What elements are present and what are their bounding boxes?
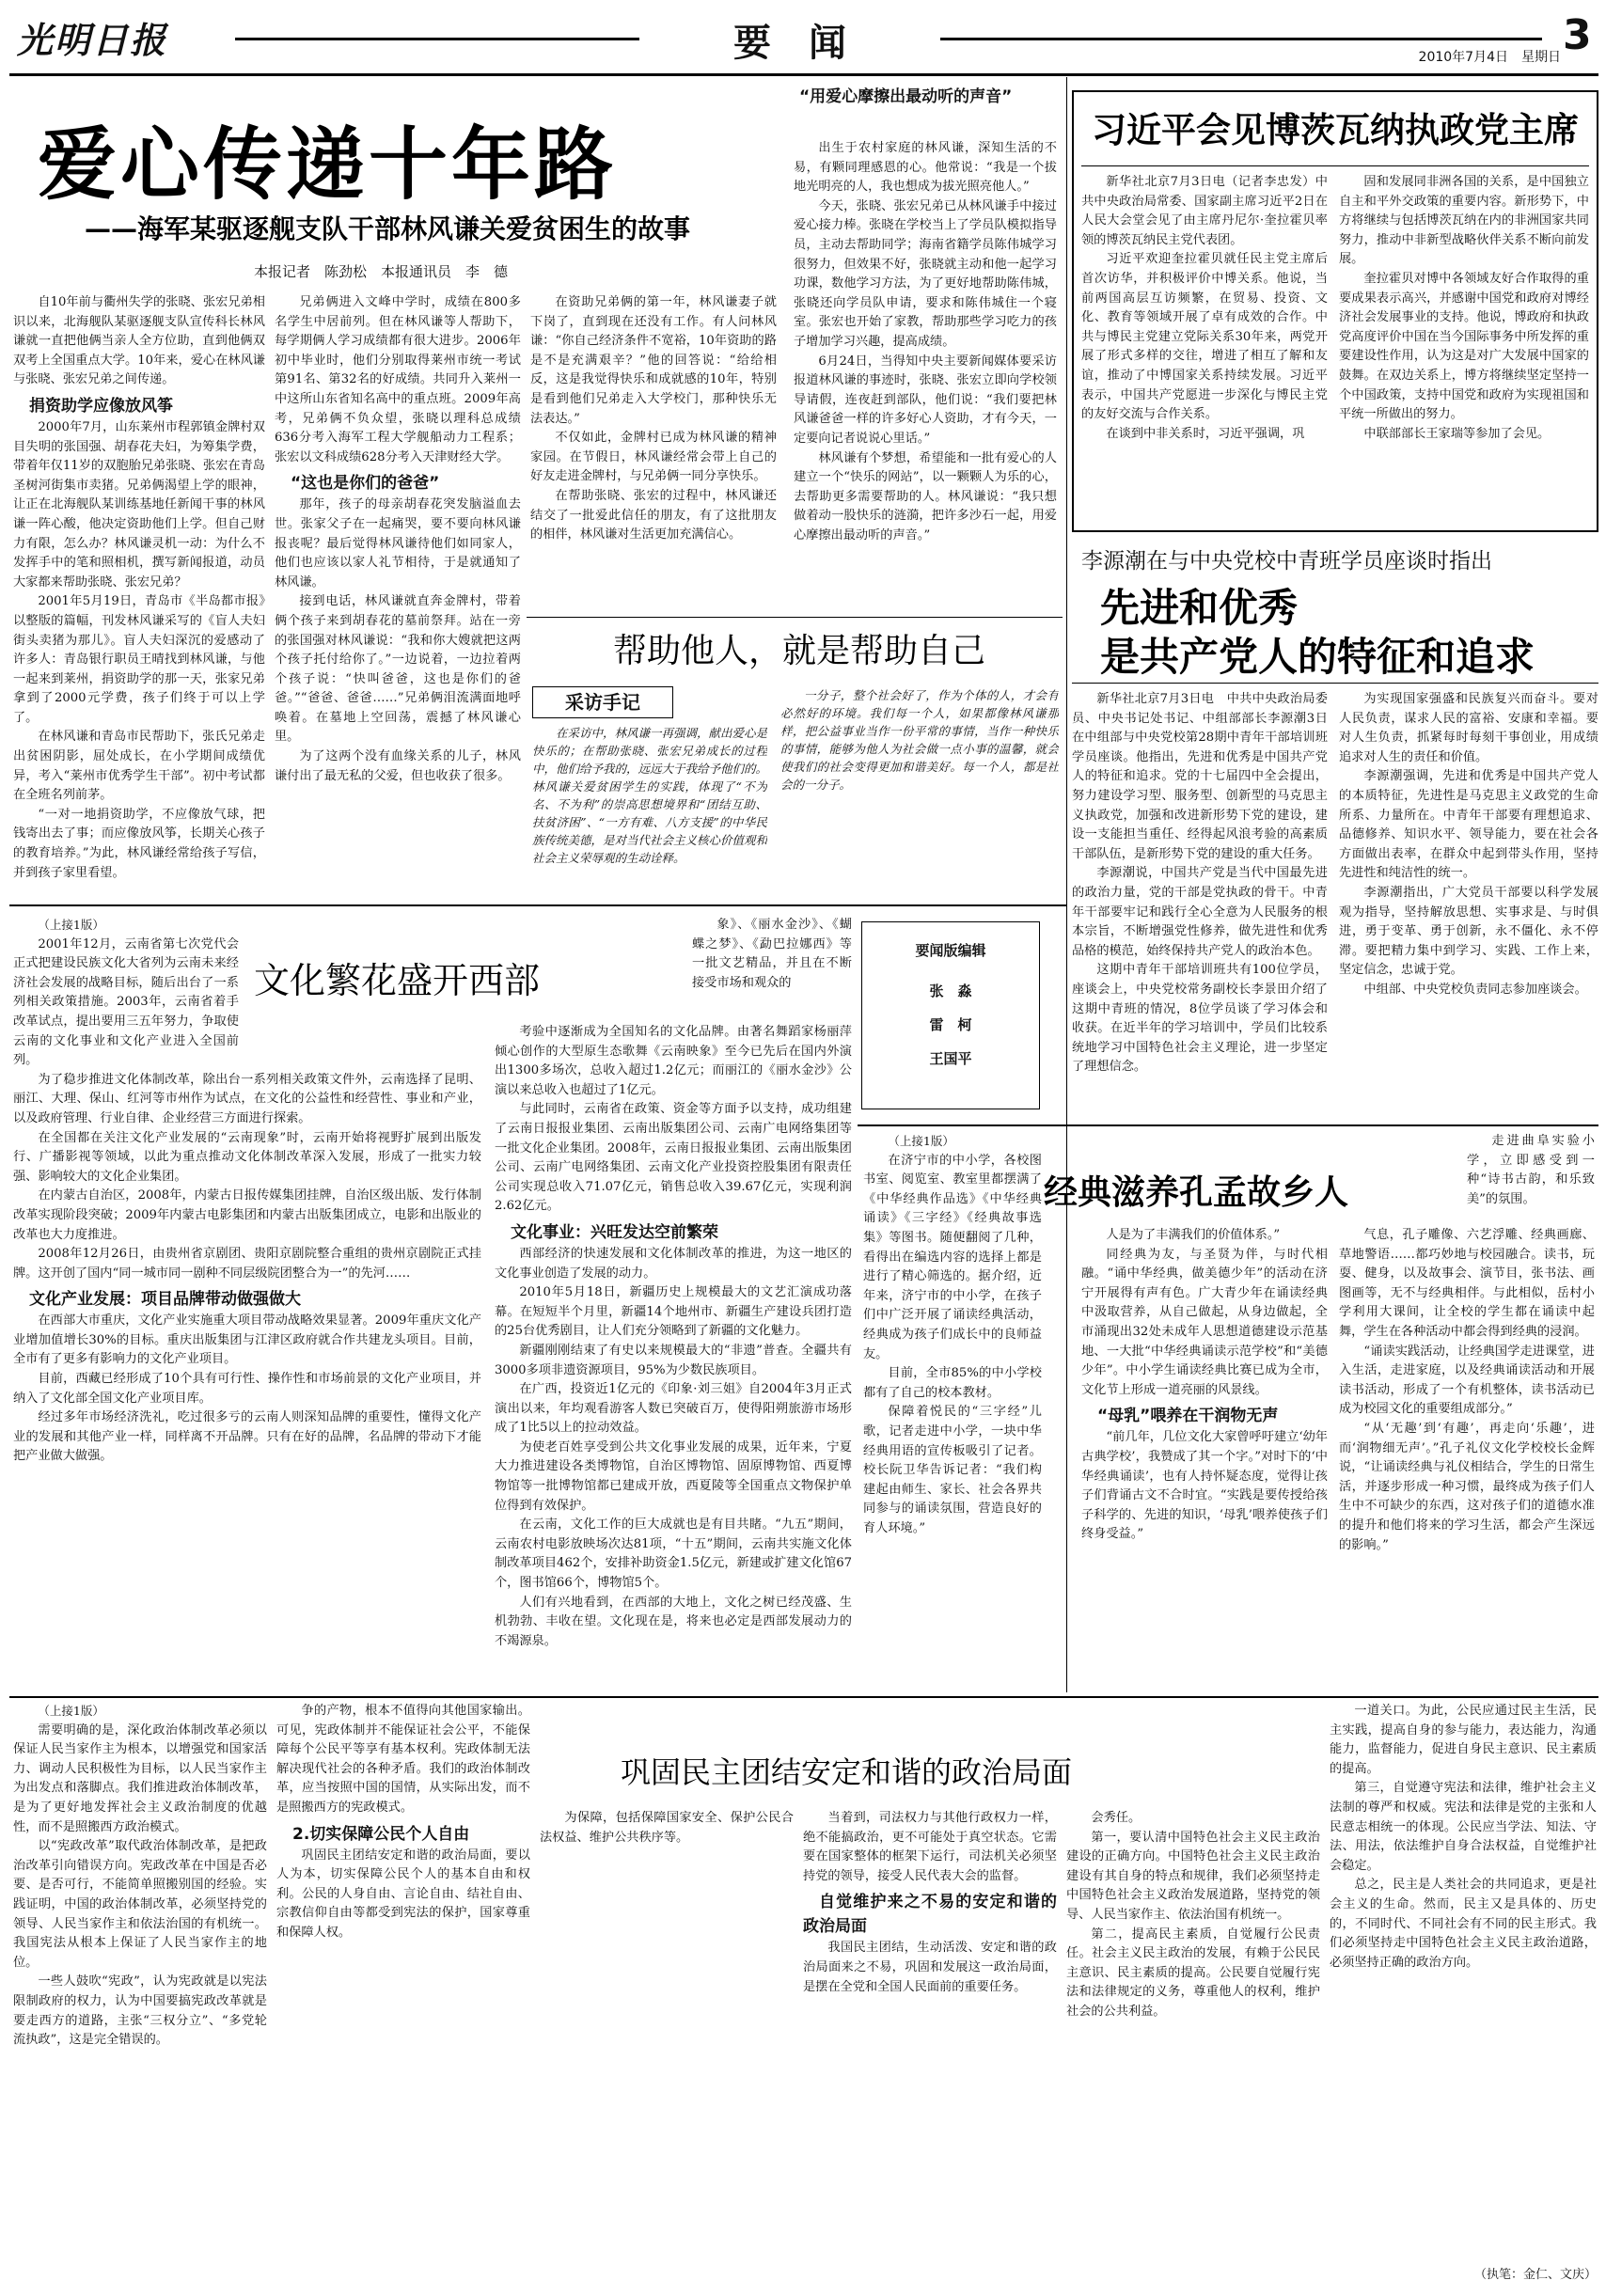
lead-subhead-1: 捐资助学应像放风筝 bbox=[29, 396, 173, 416]
culture-paragraph: 象》、《丽水金沙》、《蝴蝶之梦》、《勐巴拉娜西》等一批文艺精品，并且在不断接受市场和观众的 bbox=[692, 918, 852, 990]
classics-cont-label: （上接1版） bbox=[888, 1134, 954, 1148]
xi-paragraph: 新华社北京7月3日电（记者李忠发）中共中央政治局常委、国家副主席习近平2日在人民大会堂会见了由主席丹尼尔·奎拉霍贝率领的博茨瓦纳民主党代表团。 bbox=[1081, 175, 1328, 247]
lead-kicker-text: “用爱心摩擦出最动听的声音” bbox=[799, 87, 1013, 106]
classics-paragraph: 在济宁市的中小学，各校图书室、阅览室、教室里都摆满了《中华经典作品选》《中华经典诵读》《三字经》《经典故事选集》等图书。随便翻阅了几种，看得出在编选内容的选择上都是进行了精心筛选的。据介绍，近年来，济宁市的中小学，在孩子们中广泛开展了诵读经典活动，经典成为孩子们成长中的良师益友。 bbox=[863, 1153, 1042, 1361]
democracy-paragraph: 第一，要认清中国特色社会主义民主政治建设的正确方向。中国特色社会主义民主政治建设有其自身的特点和规律，我们必须坚持走中国特色社会主义政治发展道路，坚持党的领导、人民当家作主、依法治国有机统一。 bbox=[1066, 1830, 1320, 1922]
culture-paragraph: 2001年12月，云南省第七次党代会正式把建设民族文化大省列为云南未来经济社会发展的战略目标，随后出台了一系列相关政策措施。2003年，云南省着手改革试点，提出要用三五年努力，争取使云南的文化事业和文化产业进入全国前列。 bbox=[13, 936, 239, 1068]
democracy-column-5 bbox=[1066, 1809, 1320, 2285]
classics-column-2a bbox=[1467, 1132, 1595, 1222]
lead-paragraph: 林风谦有个梦想，希望能和一批有爱心的人建立一个“快乐的网站”，以一颗颗人为乐的心，去帮助更多需要帮助的人。林风谦说：“我只想做着动一股快乐的涟漪，把许多沙石一起，用爱心摩擦出最动听的声音。” bbox=[794, 450, 1057, 543]
lead-kicker bbox=[799, 85, 1100, 141]
culture-paragraph: 人们有兴地看到，在西部的大地上，文化之树已经茂盛、生机勃勃、丰收在望。文化现在是，将来也必定是西部发展动力的不竭源泉。 bbox=[495, 1595, 852, 1648]
li-paragraph: 这期中青年干部培训班共有100位学员，座谈会上，中央党校常务副校长李景田介绍了这期中青班的情况，8位学员谈了学习体会和收获。在近半年的学习培训中，学员们比较系统地学习中国特色社会主义理论，进一步坚定了理想信念。 bbox=[1072, 963, 1328, 1075]
li-column-1 bbox=[1072, 690, 1328, 1123]
lead-column-1 bbox=[13, 293, 265, 899]
lead-paragraph: “一对一地捐资助学，不应像放气球，把钱寄出去了事；而应像放风筝，长期关心孩子的教育培养。”为此，林风谦经常给孩子写信，并到孩子家里看望。 bbox=[13, 807, 265, 880]
lead-paragraph: 在林风谦和青岛市民帮助下，张氏兄弟走出贫困阴影，屈处成长，在小学期间成绩优异，考入“莱州市优秀学生干部”。初中考试都在全班名列前茅。 bbox=[13, 730, 265, 803]
classics-paragraph: “诵读实践活动，让经典国学走进课堂，进入生活，走进家庭，以及经典诵读活动和开展读书活动，形成了一个有机整体，读书活动已成为校园文化的重要组成部分。” bbox=[1339, 1344, 1595, 1417]
democracy-title bbox=[621, 1749, 1241, 1801]
classics-paragraph: “前几年，几位文化大家曾呼吁建立‘幼年古典学校’，我赞成了其一个字。”对时下的‘中华经典诵读’，也有人持怀疑态度，觉得让孩子们背诵古文不合时宜。“实践是要传授给孩子科学的、先进的知识，‘母乳’喂养使孩子们终身受益。” bbox=[1081, 1430, 1328, 1542]
culture-column-2 bbox=[495, 1023, 852, 1689]
culture-paragraph: 经过多年市场经济洗礼，吃过很多亏的云南人则深知品牌的重要性，懂得文化产业的发展和其他产业一样，同样离不开品牌。只有在好的品牌，名品牌的带动下才能把产业做大做强。 bbox=[13, 1410, 481, 1464]
page-number-text: 3 bbox=[1563, 11, 1592, 59]
xi-title-text: 习近平会见博茨瓦纳执政党主席 bbox=[1092, 110, 1579, 150]
li-paragraph: 李源潮强调，先进和优秀是中国共产党人的本质特征，先进性是马克思主义政党的生命所系、力量所在。中青年干部要有理想追求、品德修养、知识水平、领导能力，要在社会各方面做出表率，在群众中起到带头作用，坚持先进性和纯洁性的统一。 bbox=[1339, 769, 1598, 881]
culture-column-1 bbox=[13, 916, 481, 1689]
democracy-paragraph: 争的产物，根本不值得向其他国家输出。可见，宪政体制并不能保证社会公平，不能保障每个公民平等享有基本权利。宪政体制无法解决现代社会的各种矛盾。我们的政治体制改革，应当按照中国的国情，从实际出发，而不是照搬西方的宪政模式。 bbox=[276, 1704, 530, 1815]
li-title-2-text: 是共产党人的特征和追求 bbox=[1100, 634, 1535, 679]
lead-paragraph: 6月24日，当得知中央主要新闻媒体要采访报道林风谦的事迹时，张晓、张宏立即向学校领导请假，连夜赶到部队，他们说：“我们要把林风谦爸爸一样的许多好心人资助，才有今天，一定要向记者说说心里话。” bbox=[794, 354, 1057, 446]
masthead-text: 光明日报 bbox=[17, 19, 168, 58]
lead-paragraph: 自10年前与衢州失学的张晓、张宏兄弟相识以来，北海舰队某驱逐舰支队宣传科长林风谦就一直把他俩当亲人全方位助，直到他俩双双考上全国重点大学。10年来，爱心在林风谦与张晓、张宏兄弟之间传递。 bbox=[13, 295, 265, 387]
lead-paragraph: 2000年7月，山东莱州市程郭镇金牌村双目失明的张国强、胡春花夫妇，为筹集学费，带着年仅11岁的双胞胎兄弟张晓、张宏在青岛圣树河街集市卖猪。兄弟俩渴望上学的眼神，让正在北海舰队某训练基地任新闻干事的林风谦一阵心酸，他决定资助他们上学。但自己财力有限，怎么办？林风谦灵机一动：为什么不发挥手中的笔和照相机，撰写新闻报道，动员大家都来帮助张晓、张宏兄弟？ bbox=[13, 419, 265, 590]
lead-paragraph: 为了这两个没有血缘关系的儿子，林风谦付出了最无私的父爱，但也收获了很多。 bbox=[275, 749, 521, 783]
comment-body-2 bbox=[780, 686, 1059, 903]
editor-name: 张 淼 bbox=[929, 983, 972, 999]
xi-column-2 bbox=[1339, 173, 1589, 527]
section-divider-3 bbox=[9, 1696, 1598, 1698]
democracy-paragraph: 为保障，包括保障国家安全、保护公民合法权益、维护公共秩序等。 bbox=[540, 1811, 794, 1845]
democracy-paragraph: 一道关口。为此，公民应通过民主生活，民主实践，提高自身的参与能力，表达能力，沟通能力，监督能力，促进自身民主意识、民主素质的提高。 bbox=[1330, 1704, 1597, 1776]
li-paragraph: 中组部、中央党校负责同志参加座谈会。 bbox=[1363, 982, 1587, 997]
issue-date-text: 2010年7月4日 星期日 bbox=[1418, 50, 1561, 65]
lead-paragraph: 今天，张晓、张宏兄弟已从林风谦手中接过爱心接力棒。张晓在学校当上了学员队模拟指导员，主动去帮助同学；海南省籍学员陈伟城学习很努力，但效果不好，张晓就主动和他一起学习功课，数他学习方法，为了更好地帮助陈伟城，张晓还向学员队申请，要求和陈伟城住一个寝室。张宏也开始了家教，帮助那些学习吃力的孩子增加学习兴趣，提高成绩。 bbox=[794, 198, 1057, 349]
li-paragraph: 新华社北京7月3日电 中共中央政治局委员、中央书记处书记、中组部部长李源潮3日在中组部与中央党校第28期中青年干部培训班学员座谈。他指出，先进和优秀是中国共产党人的特征和追求。党的十七届四中全会提出，努力建设学习型、服务型、创新型的马克思主义执政党，加强和改进新形势下党的建设，建设一支能担当重任、经得起风浪考验的高素质干部队伍，是新形势下党的建设的重大任务。 bbox=[1072, 692, 1328, 861]
comment-body bbox=[532, 724, 767, 903]
culture-paragraph: 考验中逐渐成为全国知名的文化品牌。由著名舞蹈家杨丽萍倾心创作的大型原生态歌舞《云南映象》至今已先后在国内外演出1300多场次，总收入超过1.2亿元；而丽江的《丽水金沙》公演以来总收入也超过了1亿元。 bbox=[495, 1025, 852, 1097]
lead-subtitle-text: ——海军某驱逐舰支队干部林风谦关爱贫困生的故事 bbox=[85, 213, 691, 244]
democracy-byline-text: （执笔：金仁、文庆） bbox=[1473, 2268, 1597, 2282]
classics-paragraph: 目前，全市85%的中小学校都有了自己的校本教材。 bbox=[863, 1366, 1042, 1400]
xi-title-rule bbox=[1081, 165, 1589, 166]
culture-paragraph: 在广西，投资近1亿元的《印象·刘三姐》自2004年3月正式演出以来，年均观看游客人数已突破百万，使得阳朔旅游市场形成了1比5以上的拉动效益。 bbox=[495, 1382, 852, 1436]
culture-paragraph: 2008年12月26日，由贵州省京剧团、贵阳京剧院整合重组的贵州京剧院正式挂牌。这开创了国内“同一城市同一剧种不同层级院团整合为一”的先河…… bbox=[13, 1247, 481, 1281]
comment-title-text: 帮助他人，就是帮助自己 bbox=[612, 632, 985, 670]
classics-paragraph: 人是为了丰满我们的价值体系。” bbox=[1106, 1228, 1281, 1242]
democracy-paragraph: 当着到，司法权力与其他行政权力一样，绝不能搞政治，更不可能处于真空状态。它需要在国家整体的框架下运行，司法机关必须坚持党的领导，接受人民代表大会的监督。 bbox=[803, 1811, 1057, 1883]
xi-paragraph: 奎拉霍贝对博中各领域友好合作取得的重要成果表示高兴，并感谢中国党和政府对博经济社会发展事业的支持。他说，博政府和执政党高度评价中国在当今国际事务中所发挥的重要建设性作用，认为这是对广大发展中国家的鼓舞。在双边关系上，博方将继续坚定坚持一个中国政策，支持中国党和政府为实现祖国和平统一所做出的努力。 bbox=[1339, 271, 1589, 422]
lead-paragraph: 在帮助张晓、张宏的过程中，林风谦还结交了一批爱此信任的朋友，有了这批朋友的相伴，林风谦对生活更加充满信心。 bbox=[530, 488, 777, 543]
classics-paragraph: 同经典为友，与圣贤为伴，与时代相融。“诵中华经典，做美德少年”的活动在济宁开展得有声有色。广大青少年在诵读经典中汲取营养，从自己做起，从身边做起，全市涌现出32处未成年人思想道德建设示范基地、一大批“中华经典诵读示范学校”和“美德少年”。中小学生诵读经典比赛已成为全市，文化节上形成一道亮丽的风景线。 bbox=[1081, 1247, 1328, 1397]
democracy-column-1 bbox=[13, 1702, 267, 2285]
li-title-1-text: 先进和优秀 bbox=[1100, 585, 1299, 630]
lead-paragraph: 接到电话，林风谦就直奔金牌村，带着俩个孩子来到胡春花的墓前祭拜。站在一旁的张国强对林风谦说：“我和你大嫂就把这两个孩子托付给你了。”一边说着，一边拉着两个孩子说：“快叫爸爸，这也是你们的爸爸。”“爸爸、爸爸……”兄弟俩泪流满面地呼唤着。在墓地上空回荡，震撼了林风谦心里。 bbox=[275, 594, 521, 745]
header-rule-left bbox=[235, 38, 639, 40]
section-title-text: 要 闻 bbox=[733, 22, 846, 60]
header-bottom-rule bbox=[9, 73, 1598, 76]
li-title-2 bbox=[1100, 626, 1598, 679]
editor-name: 雷 柯 bbox=[929, 1016, 972, 1033]
culture-paragraph: 在全国都在关注文化产业发展的“云南现象”时，云南开始将视野扩展到出版发行、广播影视等领域，以此为重点推动文化体制改革深入发展，形成了一批实力较强、影响较大的文化企业集团。 bbox=[13, 1130, 481, 1184]
democracy-paragraph: 我国民主团结，生动活泼、安定和谐的政治局面来之不易，巩固和发展这一政治局面，是摆在全党和全国人民面前的重要任务。 bbox=[803, 1941, 1057, 1994]
democracy-paragraph: 会秀任。 bbox=[1091, 1811, 1142, 1825]
xi-paragraph: 习近平欢迎奎拉霍贝就任民主党主席后首次访华，并积极评价中博关系。他说，当前两国高层互访频繁，在贸易、投资、文化、教育等领域开展了卓有成效的合作。中共与博民主党建立党际关系30年来，两党开展了形式多样的交往，增进了相互了解和友谊，推动了中博国家关系持续发展。习近平表示，中国共产党愿进一步深化与博民主党的友好交流与合作关系。 bbox=[1081, 252, 1328, 422]
democracy-paragraph: 以“宪政改革”取代政治体制改革，是把政治改革引向错误方向。宪政改革在中国是否必要、是否可行，不能简单照搬别国的经验。实践证明，中国的政治体制改革，必须坚持党的领导、人民当家作主和依法治国的有机统一。我国宪法从根本上保证了人民当家作主的地位。 bbox=[13, 1839, 267, 1970]
comment-paragraph: 在采访中，林风谦一再强调，献出爱心是快乐的；在帮助张晓、张宏兄弟成长的过程中，他们给予我的，远远大于我给予他们的。林风谦关爱贫困学生的实践，体现了“不为名、不为利”的崇高思想境界和“团结互助、扶贫济困”、“一方有难、八方支援”的中华民族传统美德，是对当代社会主义核心价值观和社会主义荣辱观的生动诠释。 bbox=[532, 726, 767, 865]
lead-paragraph: 那年，孩子的母亲胡春花突发脑溢血去世。张家父子在一起痛哭，要不要向林风谦报丧呢？最后觉得林风谦待他们如同家人，他们也应该以家人礼节相待，于是就通知了林风谦。 bbox=[275, 497, 521, 590]
culture-cont-label: （上接1版） bbox=[38, 918, 104, 932]
culture-paragraph: 为使老百姓享受到公共文化事业发展的成果，近年来，宁夏大力推进建设各类博物馆，自治区博物馆、固原博物馆、西夏博物馆等一批博物馆都已建成开放，西夏陵等全国重点文物保护单位得到有效保护。 bbox=[495, 1439, 852, 1513]
xi-title bbox=[1081, 102, 1589, 158]
li-kicker-text: 李源潮在与中央党校中青班学员座谈时指出 bbox=[1081, 549, 1492, 574]
section-divider-2 bbox=[1066, 1124, 1598, 1126]
classics-top-rule bbox=[858, 1124, 1066, 1126]
editors-list bbox=[861, 974, 1040, 1087]
culture-paragraph: 在西部大市重庆，文化产业实施重大项目带动战略效果显著。2009年重庆文化产业增加值增长30%的目标。重庆出版集团与江津区政府就合作共建龙头项目。目前，全市有了更多有影响力的文化产业项目。 bbox=[13, 1313, 481, 1367]
editors-title bbox=[861, 940, 1040, 967]
culture-paragraph: 为了稳步推进文化体制改革，除出台一系列相关政策文件外，云南选择了昆明、丽江、大理、保山、红河等市州作为试点，在文化的公益性和经营性、事业和产业，以及政府管理、行业自律、企业经营三方面进行探索。 bbox=[13, 1072, 481, 1125]
democracy-subhead-1: 2.切实保障公民个人自由 bbox=[292, 1824, 470, 1844]
li-column-2 bbox=[1339, 690, 1598, 1123]
culture-paragraph: 目前，西藏已经形成了10个具有可行性、操作性和市场前景的文化产业项目，并纳入了文化部全国文化产业项目库。 bbox=[13, 1372, 481, 1406]
lead-paragraph: 2001年5月19日，青岛市《半岛都市报》以整版的篇幅，刊发林风谦采写的《盲人夫妇街头卖猪为那儿》。盲人夫妇深沉的爱感动了许多人：青岛银行职员王晴找到林风谦，与他一起来到莱州，捐资助学的那一天，张家兄弟拿到了2000元学费，孩子们终于可以上学了。 bbox=[13, 594, 265, 725]
header-rule-right bbox=[940, 38, 1542, 40]
democracy-column-4 bbox=[803, 1809, 1057, 2285]
li-title-1 bbox=[1100, 577, 1589, 630]
democracy-column-3 bbox=[540, 1809, 794, 2285]
democracy-cont-label: （上接1版） bbox=[38, 1704, 104, 1718]
culture-title-text: 文化繁花盛开西部 bbox=[254, 960, 541, 1001]
lead-title-text: 爱心传递十年路 bbox=[38, 118, 618, 205]
classics-title bbox=[1044, 1166, 1420, 1219]
culture-paragraph: 西部经济的快速发展和文化体制改革的推进，为这一地区的文化事业创造了发展的动力。 bbox=[495, 1246, 852, 1281]
editor-name: 王国平 bbox=[929, 1050, 972, 1067]
editors-title-text: 要闻版编辑 bbox=[915, 942, 986, 959]
classics-paragraph: 气息，孔子雕像、六艺浮雕、经典画廊、草地警语……都巧妙地与校园融合。读书，玩耍、健身，以及故事会、演节目，张书法、画图画等，无不与经典相伴。与此相似，岳村小学利用大课间，让全校的学生都在诵读中起舞，学生在各种活动中都会得到经典的浸润。 bbox=[1339, 1228, 1595, 1339]
comment-label-text: 采访手记 bbox=[565, 691, 640, 714]
classics-subhead: “母乳”喂养在干润物无声 bbox=[1097, 1407, 1279, 1426]
issue-date bbox=[1354, 47, 1561, 68]
democracy-column-6 bbox=[1330, 1702, 1597, 2262]
democracy-paragraph: 第三，自觉遵守宪法和法律，维护社会主义法制的尊严和权威。宪法和法律是党的主张和人民意志相统一的体现。公民应当学法、知法、守法、用法，依法维护自身合法权益，自觉维护社会稳定。 bbox=[1330, 1781, 1597, 1873]
democracy-column-2 bbox=[276, 1702, 530, 2285]
lead-subtitle bbox=[85, 209, 799, 246]
comment-paragraph: 一分子，整个社会好了，作为个体的人，才会有必然好的环境。我们每一个人，如果都像林风谦那样，把公益事业当作一份平常的事情，当作一种快乐的事情，能够为他人为社会做一点小事的温馨，就会使我们的社会变得更加和谐美好。每一个人，都是社会的一分子。 bbox=[780, 688, 1059, 792]
culture-paragraph: 与此同时，云南省在政策、资金等方面予以支持，成功组建了云南日报报业集团、云南出版集团公司、云南广电网络集团等一批文化企业集团。2008年，云南日报报业集团、云南出版集团公司、云南广电网络集团、云南文化产业投资控股集团有限责任公司实现总收入71.07亿元，销售总收入39.67亿元，实现利润2.62亿元。 bbox=[495, 1102, 852, 1214]
page-number bbox=[1563, 11, 1600, 68]
li-kicker bbox=[1081, 543, 1598, 577]
culture-paragraph: 在云南，文化工作的巨大成就也是有目共睹。“九五”期间，云南农村电影放映场次达81项，“十五”期间，云南共实施文化体制改革项目462个，安排补助资金1.5亿元，新建或扩建文化馆67个，图书馆66个，博物馆5个。 bbox=[495, 1518, 852, 1591]
classics-column-1 bbox=[1081, 1226, 1328, 1692]
section-title bbox=[649, 13, 931, 60]
vertical-divider-1 bbox=[1066, 77, 1067, 1692]
classics-column-0 bbox=[863, 1132, 1042, 1692]
democracy-paragraph: 总之，民主是人类社会的共同追求，更是社会主义的生命。然而，民主又是具体的、历史的，不同时代、不同社会有不同的民主形式。我们必须坚持走中国特色社会主义民主政治道路，必须坚持正确的政治方向。 bbox=[1330, 1878, 1597, 1970]
li-paragraph: 为实现国家强盛和民族复兴而奋斗。要对人民负责，谋求人民的富裕、安康和幸福。要对人生负责，抓紧每时每刻干事创业，用成绩追求对人生的责任和价值。 bbox=[1339, 692, 1598, 764]
democracy-paragraph: 一些人鼓吹“宪政”，认为宪政就是以宪法限制政府的权力，认为中国要搞宪政改革就是要走西方的道路，主张“三权分立”、“多党轮流执政”，这是完全错误的。 bbox=[13, 1974, 267, 2048]
classics-paragraph: 保障着悦民的“三字经”儿歌，记者走进中小学，一块中华经典用语的宣传板吸引了记者。校长阮卫华告诉记者：“我们构建起由师生、家长、社会各界共同参与的诵读氛围，营造良好的育人环境。” bbox=[863, 1405, 1042, 1535]
lead-column-3 bbox=[530, 293, 777, 609]
classics-paragraph: “从‘无趣’到‘有趣’，再走向‘乐趣’，进而‘润物细无声’。”孔子礼仪文化学校校长金辉说，“让诵读经典与礼仪相结合，学生的日常生活，并逐步形成一种习惯，最终成为孩子们人生中不可缺少的东西，这对孩子们的道德水准的提升和他们将来的学习生活，都会产生深远的影响。” bbox=[1339, 1421, 1595, 1552]
section-divider-1 bbox=[9, 904, 1066, 906]
xi-paragraph: 在谈到中非关系时，习近平强调，巩 bbox=[1106, 426, 1305, 441]
democracy-paragraph: 第二，提高民主素质，自觉履行公民责任。社会主义民主政治的发展，有赖于公民民主意识、民主素质的提高。公民要自觉履行宪法和法律规定的义务，尊重他人的权利，维护社会的公共利益。 bbox=[1066, 1926, 1320, 2019]
li-paragraph: 李源潮指出，广大党员干部要以科学发展观为指导，坚持解放思想、实事求是、与时俱进，勇于变革、勇于创新，永不僵化、永不停滞。要把精力集中到学习、实践、工作上来，坚定信念，忠诚于党。 bbox=[1339, 885, 1598, 978]
lead-byline-text: 本报记者 陈劲松 本报通讯员 李 德 bbox=[254, 263, 509, 280]
classics-column-2 bbox=[1339, 1226, 1595, 1692]
lead-column-4 bbox=[794, 139, 1057, 609]
li-title-rule bbox=[1072, 683, 1598, 684]
lead-paragraph: 在资助兄弟俩的第一年，林风谦妻子就下岗了，直到现在还没有工作。有人问林风谦：“你自己经济条件不宽裕，10年资助的路是不是充满艰辛？”他的回答说：“给给相反，这是我觉得快乐和成就感的10年，特别是看到他们兄弟走入大学校门，那种快乐无法表达。” bbox=[530, 295, 777, 426]
democracy-paragraph: 巩固民主团结安定和谐的政治局面，要以人为本，切实保障公民个人的基本自由和权利。公民的人身自由、言论自由、结社自由、宗教信仰自由等都受到宪法的保护，国家尊重和保障人权。 bbox=[276, 1848, 530, 1940]
lead-title bbox=[38, 102, 752, 205]
classics-paragraph: 走进曲阜实验小学，立即感受到一种“诗书古韵，和乐致美”的氛围。 bbox=[1467, 1134, 1595, 1206]
democracy-byline bbox=[1410, 2264, 1597, 2288]
lead-paragraph: 兄弟俩进入文峰中学时，成绩在800多名学生中居前列。但在林风谦等人帮助下，每学期俩人学习成绩都有很大进步。2006年初中毕业时，他们分别取得莱州市统一考试第91名、第32名的好成绩。共同升入莱州一中这所山东省知名高中的重点班。2009年高考，兄弟俩不负众望，张晓以理科总成绩636分考入海军工程大学舰船动力工程系；张宏以文科成绩628分考入天津财经大学。 bbox=[275, 295, 521, 464]
democracy-title-text: 巩固民主团结安定和谐的政治局面 bbox=[621, 1754, 1073, 1790]
xi-paragraph: 固和发展同非洲各国的关系，是中国独立自主和平外交政策的重要内容。新形势下，中方将继续与包括博茨瓦纳在内的非洲国家共同努力，推动中非新型战略伙伴关系不断向前发展。 bbox=[1339, 175, 1589, 267]
comment-title bbox=[545, 624, 1053, 675]
lead-byline bbox=[254, 261, 724, 284]
culture-subhead-2: 文化事业：兴旺发达空前繁荣 bbox=[511, 1222, 718, 1242]
democracy-subhead-2: 自觉维护来之不易的安定和谐的政治局面 bbox=[803, 1893, 1057, 1937]
culture-column-3 bbox=[692, 916, 852, 1019]
xi-paragraph: 中联部部长王家瑞等参加了会见。 bbox=[1363, 426, 1551, 441]
classics-title-text: 经典滋养孔孟故乡人 bbox=[1044, 1173, 1349, 1212]
lead-column-2 bbox=[275, 293, 521, 899]
culture-subhead-1: 文化产业发展：项目品牌带动做强做大 bbox=[29, 1290, 301, 1310]
comment-top-rule bbox=[527, 617, 1063, 618]
masthead bbox=[17, 11, 224, 58]
democracy-paragraph: 需要明确的是，深化政治体制改革必须以保证人民当家作主为根本，以增强党和国家活力、调动人民积极性为目标，以人民当家作主为出发点和落脚点。我们推进政治体制改革，是为了更好地发挥社会主义政治制度的优越性，而不是照搬西方政治模式。 bbox=[13, 1722, 267, 1834]
culture-paragraph: 在内蒙古自治区，2008年，内蒙古日报传媒集团挂牌，自治区级出版、发行体制改革实现阶段突破；2009年内蒙古电影集团和内蒙古出版集团成立，电影和出版业的改革也大力度推进。 bbox=[13, 1188, 481, 1242]
lead-paragraph: 不仅如此，金牌村已成为林风谦的精神家园。在节假日，林风谦经常会带上自己的好友走进金牌村，与兄弟俩一同分享快乐。 bbox=[530, 431, 777, 484]
culture-paragraph: 新疆刚刚结束了有史以来规模最大的“非遗”普查。全疆共有3000多项非遗资源项目，95%为少数民族项目。 bbox=[495, 1343, 852, 1377]
culture-paragraph: 2010年5月18日，新疆历史上规模最大的文艺汇演成功落幕。在短短半个月里，新疆14个地州市、新疆生产建设兵团打造的25台优秀剧目，让人们充分领略到了新疆的文化魅力。 bbox=[495, 1285, 852, 1339]
li-paragraph: 李源潮说，中国共产党是当代中国最先进的政治力量，党的干部是党执政的骨干。中青年干部要牢记和践行全心全意为人民服务的根本宗旨，不断增强党性修养，做先进性和优秀品格的模范，始终保持共产党人的政治本色。 bbox=[1072, 866, 1328, 958]
lead-paragraph: 出生于农村家庭的林风谦，深知生活的不易，有颗同理感恩的心。他常说：“我是一个拔地光明亮的人，我也想成为拔光照亮他人。” bbox=[794, 141, 1057, 195]
lead-subhead-2: “这也是你们的爸爸” bbox=[291, 474, 440, 494]
xi-column-1 bbox=[1081, 173, 1328, 527]
comment-label bbox=[532, 686, 673, 718]
